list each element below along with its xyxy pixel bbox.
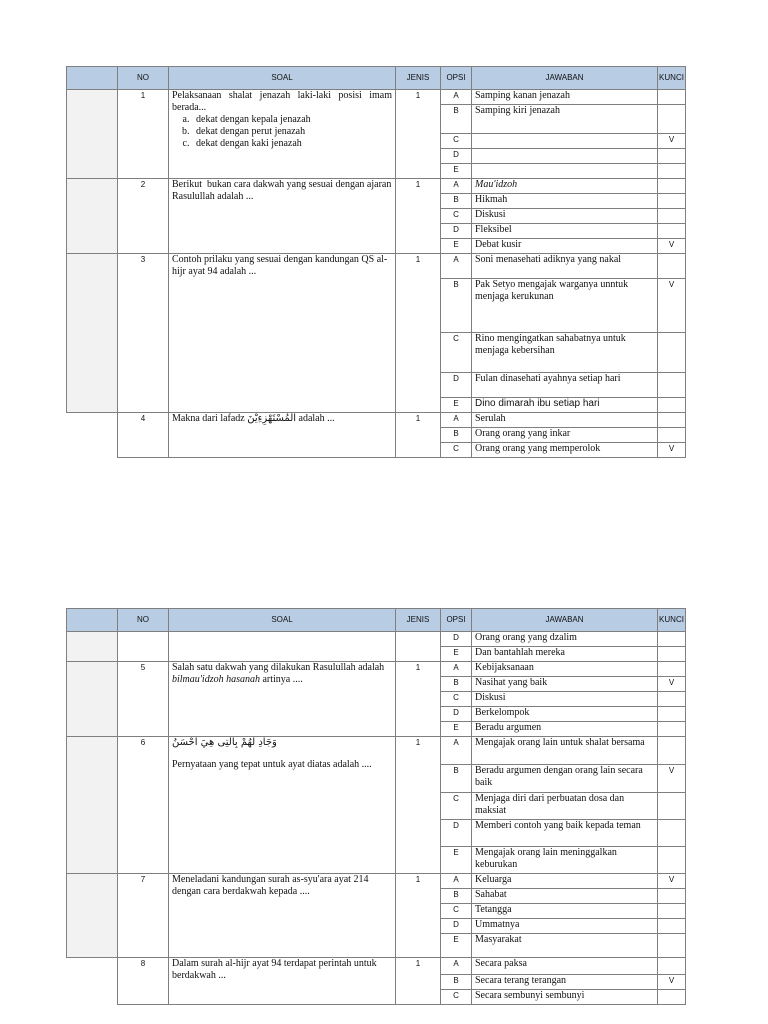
question-number: 5 bbox=[118, 662, 169, 737]
answer-text: Fulan dinasehati ayahnya setiap hari bbox=[472, 373, 658, 398]
answer-key bbox=[658, 737, 686, 765]
option-letter: B bbox=[441, 279, 472, 333]
answer-key bbox=[658, 333, 686, 373]
header-jenis: JENIS bbox=[396, 67, 441, 90]
question-type: 1 bbox=[396, 958, 441, 1005]
option-letter: D bbox=[441, 707, 472, 722]
answer-key bbox=[658, 224, 686, 239]
answer-key bbox=[658, 722, 686, 737]
answer-text: Mau'idzoh bbox=[472, 179, 658, 194]
question-text bbox=[169, 90, 396, 179]
question-stem: Salah satu dakwah yang dilakukan Rasulullah adalah bbox=[172, 662, 385, 673]
option-letter: A bbox=[441, 179, 472, 194]
answer-key: V bbox=[658, 443, 686, 458]
answer-text bbox=[472, 164, 658, 179]
question-text bbox=[169, 662, 396, 737]
sub-option: a. dekat dengan kepala jenazah bbox=[192, 114, 392, 126]
answer-key bbox=[658, 254, 686, 279]
answer-text: Dino dimarah ibu setiap hari bbox=[472, 398, 658, 413]
sub-option: c. dekat dengan kaki jenazah bbox=[192, 138, 392, 150]
option-letter: D bbox=[441, 373, 472, 398]
question-stem: Pelaksanaan shalat jenazah laki-laki posisi imam berada... bbox=[172, 90, 395, 113]
sub-options bbox=[172, 114, 392, 150]
option-letter: A bbox=[441, 662, 472, 677]
header-soal: SOAL bbox=[169, 67, 396, 90]
answer-text: Beradu argumen bbox=[472, 722, 658, 737]
option-letter: C bbox=[441, 443, 472, 458]
question-text bbox=[169, 958, 396, 1005]
answer-key bbox=[658, 164, 686, 179]
answer-key bbox=[658, 889, 686, 904]
question-number: 4 bbox=[118, 413, 169, 458]
answer-key: V bbox=[658, 874, 686, 889]
answer-text: Serulah bbox=[472, 413, 658, 428]
answer-text: Samping kanan jenazah bbox=[472, 90, 658, 105]
option-letter: C bbox=[441, 333, 472, 373]
option-letter: C bbox=[441, 904, 472, 919]
option-letter: A bbox=[441, 90, 472, 105]
answer-text: Debat kusir bbox=[472, 239, 658, 254]
option-letter: B bbox=[441, 889, 472, 904]
option-letter: A bbox=[441, 874, 472, 889]
option-letter: B bbox=[441, 975, 472, 990]
question-number: 1 bbox=[118, 90, 169, 179]
option-letter: D bbox=[441, 632, 472, 647]
answer-key bbox=[658, 958, 686, 975]
answer-text: Fleksibel bbox=[472, 224, 658, 239]
answer-text: Diskusi bbox=[472, 692, 658, 707]
question-type: 1 bbox=[396, 179, 441, 254]
question-number: 3 bbox=[118, 254, 169, 413]
question-number: 2 bbox=[118, 179, 169, 254]
option-letter: B bbox=[441, 677, 472, 692]
table-row bbox=[67, 90, 686, 105]
row-blank bbox=[67, 254, 118, 413]
answer-key bbox=[658, 904, 686, 919]
answer-key bbox=[658, 662, 686, 677]
answer-key bbox=[658, 105, 686, 134]
answer-text bbox=[472, 134, 658, 149]
header-jawaban: JAWABAN bbox=[472, 609, 658, 632]
row-blank bbox=[67, 874, 118, 958]
question-type: 1 bbox=[396, 90, 441, 179]
answer-key bbox=[658, 692, 686, 707]
table-row bbox=[67, 632, 686, 647]
answer-key bbox=[658, 373, 686, 398]
question-type: 1 bbox=[396, 413, 441, 458]
answer-key: V bbox=[658, 134, 686, 149]
answer-key bbox=[658, 647, 686, 662]
table-row bbox=[67, 874, 686, 889]
header-no: NO bbox=[118, 67, 169, 90]
option-letter: B bbox=[441, 105, 472, 134]
answer-key bbox=[658, 428, 686, 443]
answer-key bbox=[658, 707, 686, 722]
header-opsi: OPSI bbox=[441, 67, 472, 90]
option-letter: B bbox=[441, 194, 472, 209]
option-letter: D bbox=[441, 919, 472, 934]
answer-key bbox=[658, 632, 686, 647]
option-letter: C bbox=[441, 692, 472, 707]
answer-text: Ummatnya bbox=[472, 919, 658, 934]
answer-key: V bbox=[658, 765, 686, 793]
header-kunci: KUNCI bbox=[658, 609, 686, 632]
answer-key bbox=[658, 149, 686, 164]
option-letter: D bbox=[441, 820, 472, 847]
header-jawaban: JAWABAN bbox=[472, 67, 658, 90]
table-row bbox=[67, 179, 686, 194]
row-blank bbox=[67, 662, 118, 737]
question-type: 1 bbox=[396, 874, 441, 958]
answer-key bbox=[658, 990, 686, 1005]
header-blank bbox=[67, 609, 118, 632]
table-row bbox=[67, 662, 686, 677]
question-text bbox=[169, 632, 396, 662]
answer-text: Masyarakat bbox=[472, 934, 658, 958]
answer-text: Memberi contoh yang baik kepada teman bbox=[472, 820, 658, 847]
header-soal: SOAL bbox=[169, 609, 396, 632]
sub-option: b. dekat dengan perut jenazah bbox=[192, 126, 392, 138]
answer-text: Beradu argumen dengan orang lain secara baik bbox=[472, 765, 658, 793]
table-row bbox=[67, 254, 686, 279]
question-type bbox=[396, 632, 441, 662]
option-letter: A bbox=[441, 958, 472, 975]
question-number: 6 bbox=[118, 737, 169, 874]
answer-text: Dan bantahlah mereka bbox=[472, 647, 658, 662]
option-letter: B bbox=[441, 765, 472, 793]
option-letter: A bbox=[441, 413, 472, 428]
question-type: 1 bbox=[396, 737, 441, 874]
question-text bbox=[169, 737, 396, 874]
answer-key bbox=[658, 820, 686, 847]
option-letter: C bbox=[441, 209, 472, 224]
answer-text: Diskusi bbox=[472, 209, 658, 224]
answer-key: V bbox=[658, 677, 686, 692]
option-letter: E bbox=[441, 647, 472, 662]
option-letter: E bbox=[441, 164, 472, 179]
header-opsi: OPSI bbox=[441, 609, 472, 632]
question-type: 1 bbox=[396, 662, 441, 737]
option-letter: C bbox=[441, 793, 472, 820]
table-header-row bbox=[67, 67, 686, 90]
arabic-word: الْمُسْتَهْزِءِيْنَ bbox=[247, 413, 297, 424]
table-row bbox=[67, 958, 686, 975]
table-header-row bbox=[67, 609, 686, 632]
option-letter: A bbox=[441, 254, 472, 279]
option-letter: C bbox=[441, 134, 472, 149]
answer-text: Secara paksa bbox=[472, 958, 658, 975]
answer-key bbox=[658, 413, 686, 428]
question-text bbox=[169, 179, 396, 254]
option-letter: B bbox=[441, 428, 472, 443]
question-type: 1 bbox=[396, 254, 441, 413]
answer-text: Tetangga bbox=[472, 904, 658, 919]
question-stem-end: artinya .... bbox=[259, 674, 303, 685]
option-letter: C bbox=[441, 990, 472, 1005]
answer-text: Mengajak orang lain meninggalkan keburukan bbox=[472, 847, 658, 874]
answer-key bbox=[658, 179, 686, 194]
header-kunci: KUNCI bbox=[658, 67, 686, 90]
answer-key bbox=[658, 934, 686, 958]
answer-text: Orang orang yang memperolok bbox=[472, 443, 658, 458]
question-text bbox=[169, 254, 396, 413]
header-blank bbox=[67, 67, 118, 90]
answer-text: Rino mengingatkan sahabatnya untuk menjaga kebersihan bbox=[472, 333, 658, 373]
row-blank bbox=[67, 179, 118, 254]
question-number: 7 bbox=[118, 874, 169, 958]
answer-key bbox=[658, 793, 686, 820]
question-stem: Meneladani kandungan surah as-syu'ara ayat 214 dengan cara berdakwah kepada .... bbox=[172, 874, 369, 897]
question-number bbox=[118, 632, 169, 662]
answer-text: Kebijaksanaan bbox=[472, 662, 658, 677]
question-text bbox=[169, 874, 396, 958]
answer-text: Pak Setyo mengajak warganya unntuk menjaga kerukunan bbox=[472, 279, 658, 333]
question-stem: Pernyataan yang tepat untuk ayat diatas adalah .... bbox=[172, 759, 372, 770]
row-blank bbox=[67, 632, 118, 662]
answer-text: Nasihat yang baik bbox=[472, 677, 658, 692]
answer-key: V bbox=[658, 279, 686, 333]
answer-key bbox=[658, 398, 686, 413]
question-text bbox=[169, 413, 396, 458]
answer-text: Soni menasehati adiknya yang nakal bbox=[472, 254, 658, 279]
option-letter: E bbox=[441, 934, 472, 958]
row-blank bbox=[67, 90, 118, 179]
question-stem: Contoh prilaku yang sesuai dengan kandungan QS al-hijr ayat 94 adalah ... bbox=[172, 254, 388, 277]
header-jenis: JENIS bbox=[396, 609, 441, 632]
answer-key: V bbox=[658, 975, 686, 990]
question-stem-end: adalah ... bbox=[298, 413, 335, 424]
question-table-2 bbox=[66, 608, 686, 1005]
answer-text: Secara sembunyi sembunyi bbox=[472, 990, 658, 1005]
answer-key bbox=[658, 847, 686, 874]
question-stem: Dalam surah al-hijr ayat 94 terdapat perintah untuk berdakwah ... bbox=[172, 958, 377, 981]
answer-text: Samping kiri jenazah bbox=[472, 105, 658, 134]
option-letter: D bbox=[441, 224, 472, 239]
answer-key bbox=[658, 194, 686, 209]
question-italic: bilmau'idzoh hasanah bbox=[172, 674, 260, 685]
answer-text: Sahabat bbox=[472, 889, 658, 904]
option-letter: E bbox=[441, 722, 472, 737]
question-number: 8 bbox=[118, 958, 169, 1005]
row-blank bbox=[67, 737, 118, 874]
answer-text: Mengajak orang lain untuk shalat bersama bbox=[472, 737, 658, 765]
option-letter: A bbox=[441, 737, 472, 765]
answer-key bbox=[658, 90, 686, 105]
table-row bbox=[67, 413, 686, 428]
row-blank bbox=[67, 958, 118, 1005]
option-letter: E bbox=[441, 398, 472, 413]
answer-text: Orang orang yang dzalim bbox=[472, 632, 658, 647]
table-row bbox=[67, 737, 686, 765]
answer-key: V bbox=[658, 239, 686, 254]
answer-text: Menjaga diri dari perbuatan dosa dan maksiat bbox=[472, 793, 658, 820]
answer-text: Secara terang terangan bbox=[472, 975, 658, 990]
answer-text bbox=[472, 149, 658, 164]
row-blank bbox=[67, 413, 118, 458]
question-stem: Makna dari lafadz bbox=[172, 413, 245, 424]
question-stem: Berikut bukan cara dakwah yang sesuai dengan ajaran Rasulullah adalah ... bbox=[172, 179, 394, 202]
answer-text: Berkelompok bbox=[472, 707, 658, 722]
answer-key bbox=[658, 209, 686, 224]
option-letter: E bbox=[441, 239, 472, 254]
arabic-verse: وَجَادِ لْهُمْ بِالَّتِى هِيَ اَحْسَنُ bbox=[172, 737, 277, 748]
question-table-1 bbox=[66, 66, 686, 458]
option-letter: D bbox=[441, 149, 472, 164]
answer-text: Keluarga bbox=[472, 874, 658, 889]
answer-text: Orang orang yang inkar bbox=[472, 428, 658, 443]
answer-text: Hikmah bbox=[472, 194, 658, 209]
option-letter: E bbox=[441, 847, 472, 874]
answer-key bbox=[658, 919, 686, 934]
header-no: NO bbox=[118, 609, 169, 632]
